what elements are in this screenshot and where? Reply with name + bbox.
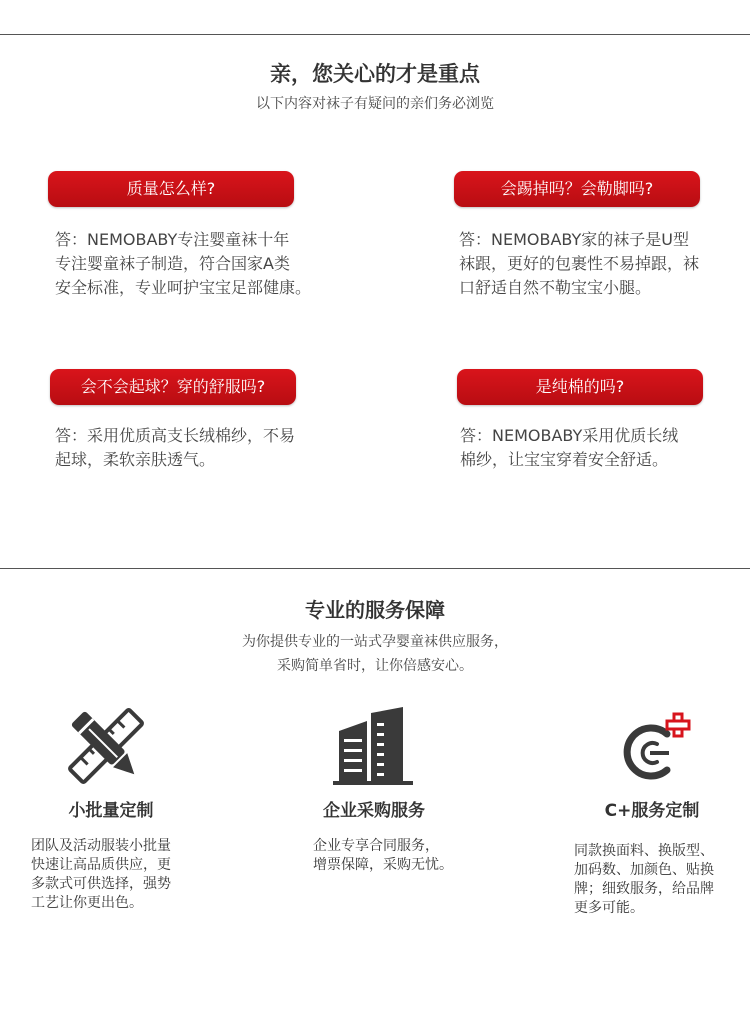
answer-line: 答：NEMOBABY专注婴童袜十年 [55,230,290,249]
service-desc-line: 牌；细致服务，给品牌 [574,881,714,897]
service-desc-line: 快速让高品质供应，更 [31,857,171,873]
service-desc-line: 更多可能。 [574,900,644,916]
faq-subtitle: 以下内容对袜子有疑问的亲们务必浏览 [256,96,494,112]
service-title: 专业的服务保障 [305,598,445,622]
service-title-c-plus: C+服务定制 [604,801,700,821]
service-subtitle-line: 采购简单省时，让你倍感安心。 [277,658,473,674]
service-desc-line: 加码数、加颜色、贴换 [574,862,714,878]
section-divider [0,568,750,569]
service-desc-line: 增票保障，采购无忧。 [313,857,453,873]
faq-question-quality: 质量怎么样? [48,171,294,207]
top-divider [0,34,750,35]
service-subtitle-line: 为你提供专业的一站式孕婴童袜供应服务， [242,634,508,650]
service-subtitle [0,630,750,678]
service-desc-line: 团队及活动服装小批量 [31,838,171,854]
service-desc-line: 企业专享合同服务， [313,838,439,854]
answer-line: 答：NEMOBABY采用优质长绒 [460,426,679,445]
faq-answer-quality [55,228,355,300]
service-desc-line: 多款式可供选择，强势 [31,876,171,892]
answer-line: 棉纱，让宝宝穿着安全舒适。 [460,450,669,469]
answer-line: 口舒适自然不勒宝宝小腿。 [459,278,652,297]
service-desc-line: 同款换面料、换版型、 [574,843,714,859]
faq-answer-cotton [460,424,745,472]
answer-line: 答：NEMOBABY家的袜子是U型 [459,230,689,249]
service-title-small-batch: 小批量定制 [68,801,154,821]
answer-line: 专注婴童袜子制造，符合国家A类 [55,254,290,273]
service-desc-enterprise [313,837,513,875]
faq-question-pilling: 会不会起球？穿的舒服吗? [50,369,296,405]
service-desc-small-batch [31,837,201,913]
answer-line: 起球，柔软亲肤透气。 [55,450,216,469]
answer-line: 袜跟，更好的包裹性不易掉跟，袜 [459,254,700,273]
answer-line: 答：采用优质高支长绒棉纱，不易 [55,426,296,445]
service-title-enterprise: 企业采购服务 [323,801,425,821]
service-desc-line: 工艺让你更出色。 [31,895,143,911]
faq-question-fit: 会踢掉吗？会勒脚吗? [454,171,700,207]
faq-answer-pilling [55,424,355,472]
c-plus-icon [617,712,695,782]
service-desc-c-plus [574,842,746,918]
faq-title: 亲，您关心的才是重点 [270,62,480,86]
answer-line: 安全标准，专业呵护宝宝足部健康。 [55,278,312,297]
faq-question-cotton: 是纯棉的吗? [457,369,703,405]
building-icon [333,707,413,785]
faq-answer-fit [459,228,744,300]
pencil-ruler-icon [66,706,146,786]
